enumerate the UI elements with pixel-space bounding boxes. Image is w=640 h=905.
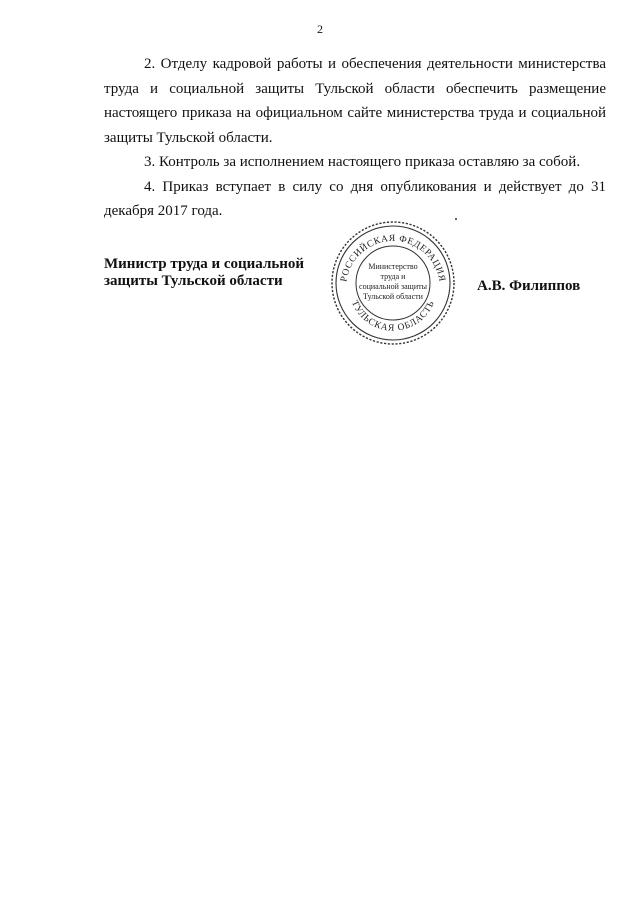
page-number: 2 bbox=[317, 22, 323, 36]
signer-name: А.В. Филиппов bbox=[477, 278, 581, 294]
paragraph-2: 2. Отделу кадровой работы и обеспечения деятельности министерства труда и социальной защиты Тульской области обеспечить размещение настоящего приказа на официальном сайте министерства труда и социальной защиты Тульской области. bbox=[104, 56, 606, 146]
seal-center-line-2: труда и bbox=[380, 272, 406, 281]
signer-title-line-2: защиты Тульской области bbox=[104, 273, 283, 289]
seal-center-line-1: Министерство bbox=[368, 262, 418, 271]
seal-graphic bbox=[328, 218, 458, 348]
official-seal bbox=[328, 218, 458, 348]
seal-center-line-3: социальной защиты bbox=[359, 282, 427, 291]
signer-title bbox=[104, 256, 304, 290]
paragraph-3: 3. Контроль за исполнением настоящего приказа оставляю за собой. bbox=[144, 154, 581, 170]
signer-title-line-1: Министр труда и социальной bbox=[104, 256, 305, 272]
seal-bottom-text: ТУЛЬСКАЯ ОБЛАСТЬ bbox=[348, 299, 438, 334]
paragraph-4: 4. Приказ вступает в силу со дня опубликования и действует до 31 декабря 2017 года. bbox=[104, 178, 606, 219]
seal-top-text: РОССИЙСКАЯ ФЕДЕРАЦИЯ bbox=[339, 233, 447, 283]
seal-center-line-4: Тульской области bbox=[363, 292, 423, 301]
